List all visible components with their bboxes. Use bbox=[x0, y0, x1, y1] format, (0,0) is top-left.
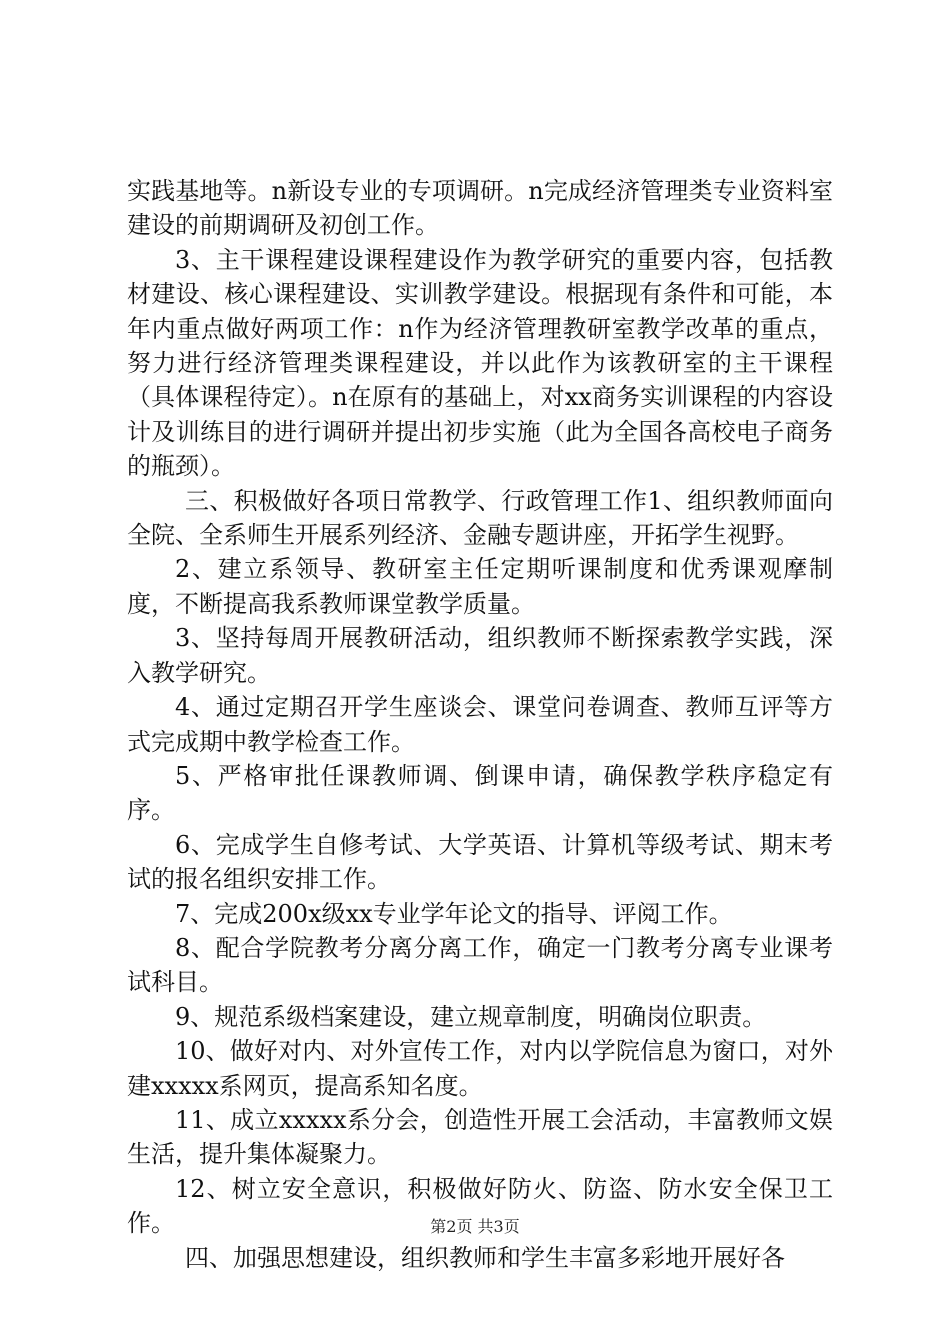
paragraph-section-four: 四、加强思想建设，组织教师和学生丰富多彩地开展好各 bbox=[185, 1243, 785, 1272]
paragraph-item-2: 2、建立系领导、教研室主任定期听课制度和优秀课观摩制度，不断提高我系教师课堂教学质量。 bbox=[127, 555, 833, 618]
paragraph-item-6: 6、完成学生自修考试、大学英语、计算机等级考试、期末考试的报名组织安排工作。 bbox=[127, 830, 833, 894]
paragraph-item-10: 10、做好对内、对外宣传工作，对内以学院信息为窗口，对外建xxxxx系网页，提高系知名度。 bbox=[127, 1037, 833, 1100]
paragraph-item-8: 8、配合学院教考分离分离工作，确定一门教考分离专业课考试科目。 bbox=[127, 933, 833, 997]
paragraph-item-7: 7、完成200x级xx专业学年论文的指导、评阅工作。 bbox=[175, 899, 733, 928]
paragraph-item-3: 3、坚持每周开展教研活动，组织教师不断探索教学实践，深入教学研究。 bbox=[127, 624, 833, 687]
paragraph-core-courses: 3、主干课程建设课程建设作为教学研究的重要内容，包括教材建设、核心课程建设、实训教学建设。根据现有条件和可能，本年内重点做好两项工作：n作为经济管理教研室教学改革的重点，努力进行经济管理类课程建设，并以此作为该教研室的主干课程（具体课程待定）。n在原有的基础上，对xx商务实训课程的内容设计及训练目的进行调研并提出初步实施（此为全国各高校电子商务的瓶颈）。 bbox=[127, 245, 833, 481]
paragraph-item-4: 4、通过定期召开学生座谈会、课堂问卷调查、教师互评等方式完成期中教学检查工作。 bbox=[127, 693, 833, 756]
paragraph-item-12: 12、树立安全意识，积极做好防火、防盗、防水安全保卫工作。 bbox=[127, 1174, 833, 1238]
document-body bbox=[127, 174, 833, 1275]
paragraph-item-11: 11、成立xxxxx系分会，创造性开展工会活动，丰富教师文娱生活，提升集体凝聚力。 bbox=[127, 1105, 833, 1169]
page-number-footer: 第2页 共3页 bbox=[430, 1217, 520, 1236]
paragraph-item-5: 5、严格审批任课教师调、倒课申请，确保教学秩序稳定有序。 bbox=[127, 761, 833, 825]
paragraph-item-9: 9、规范系级档案建设，建立规章制度，明确岗位职责。 bbox=[175, 1002, 767, 1031]
paragraph-practice-base: 实践基地等。n新设专业的专项调研。n完成经济管理类专业资料室建设的前期调研及初创工作。 bbox=[127, 177, 833, 240]
paragraph-section-three: 三、积极做好各项日常教学、行政管理工作1、组织教师面向全院、全系师生开展系列经济、金融专题讲座，开拓学生视野。 bbox=[127, 486, 833, 550]
